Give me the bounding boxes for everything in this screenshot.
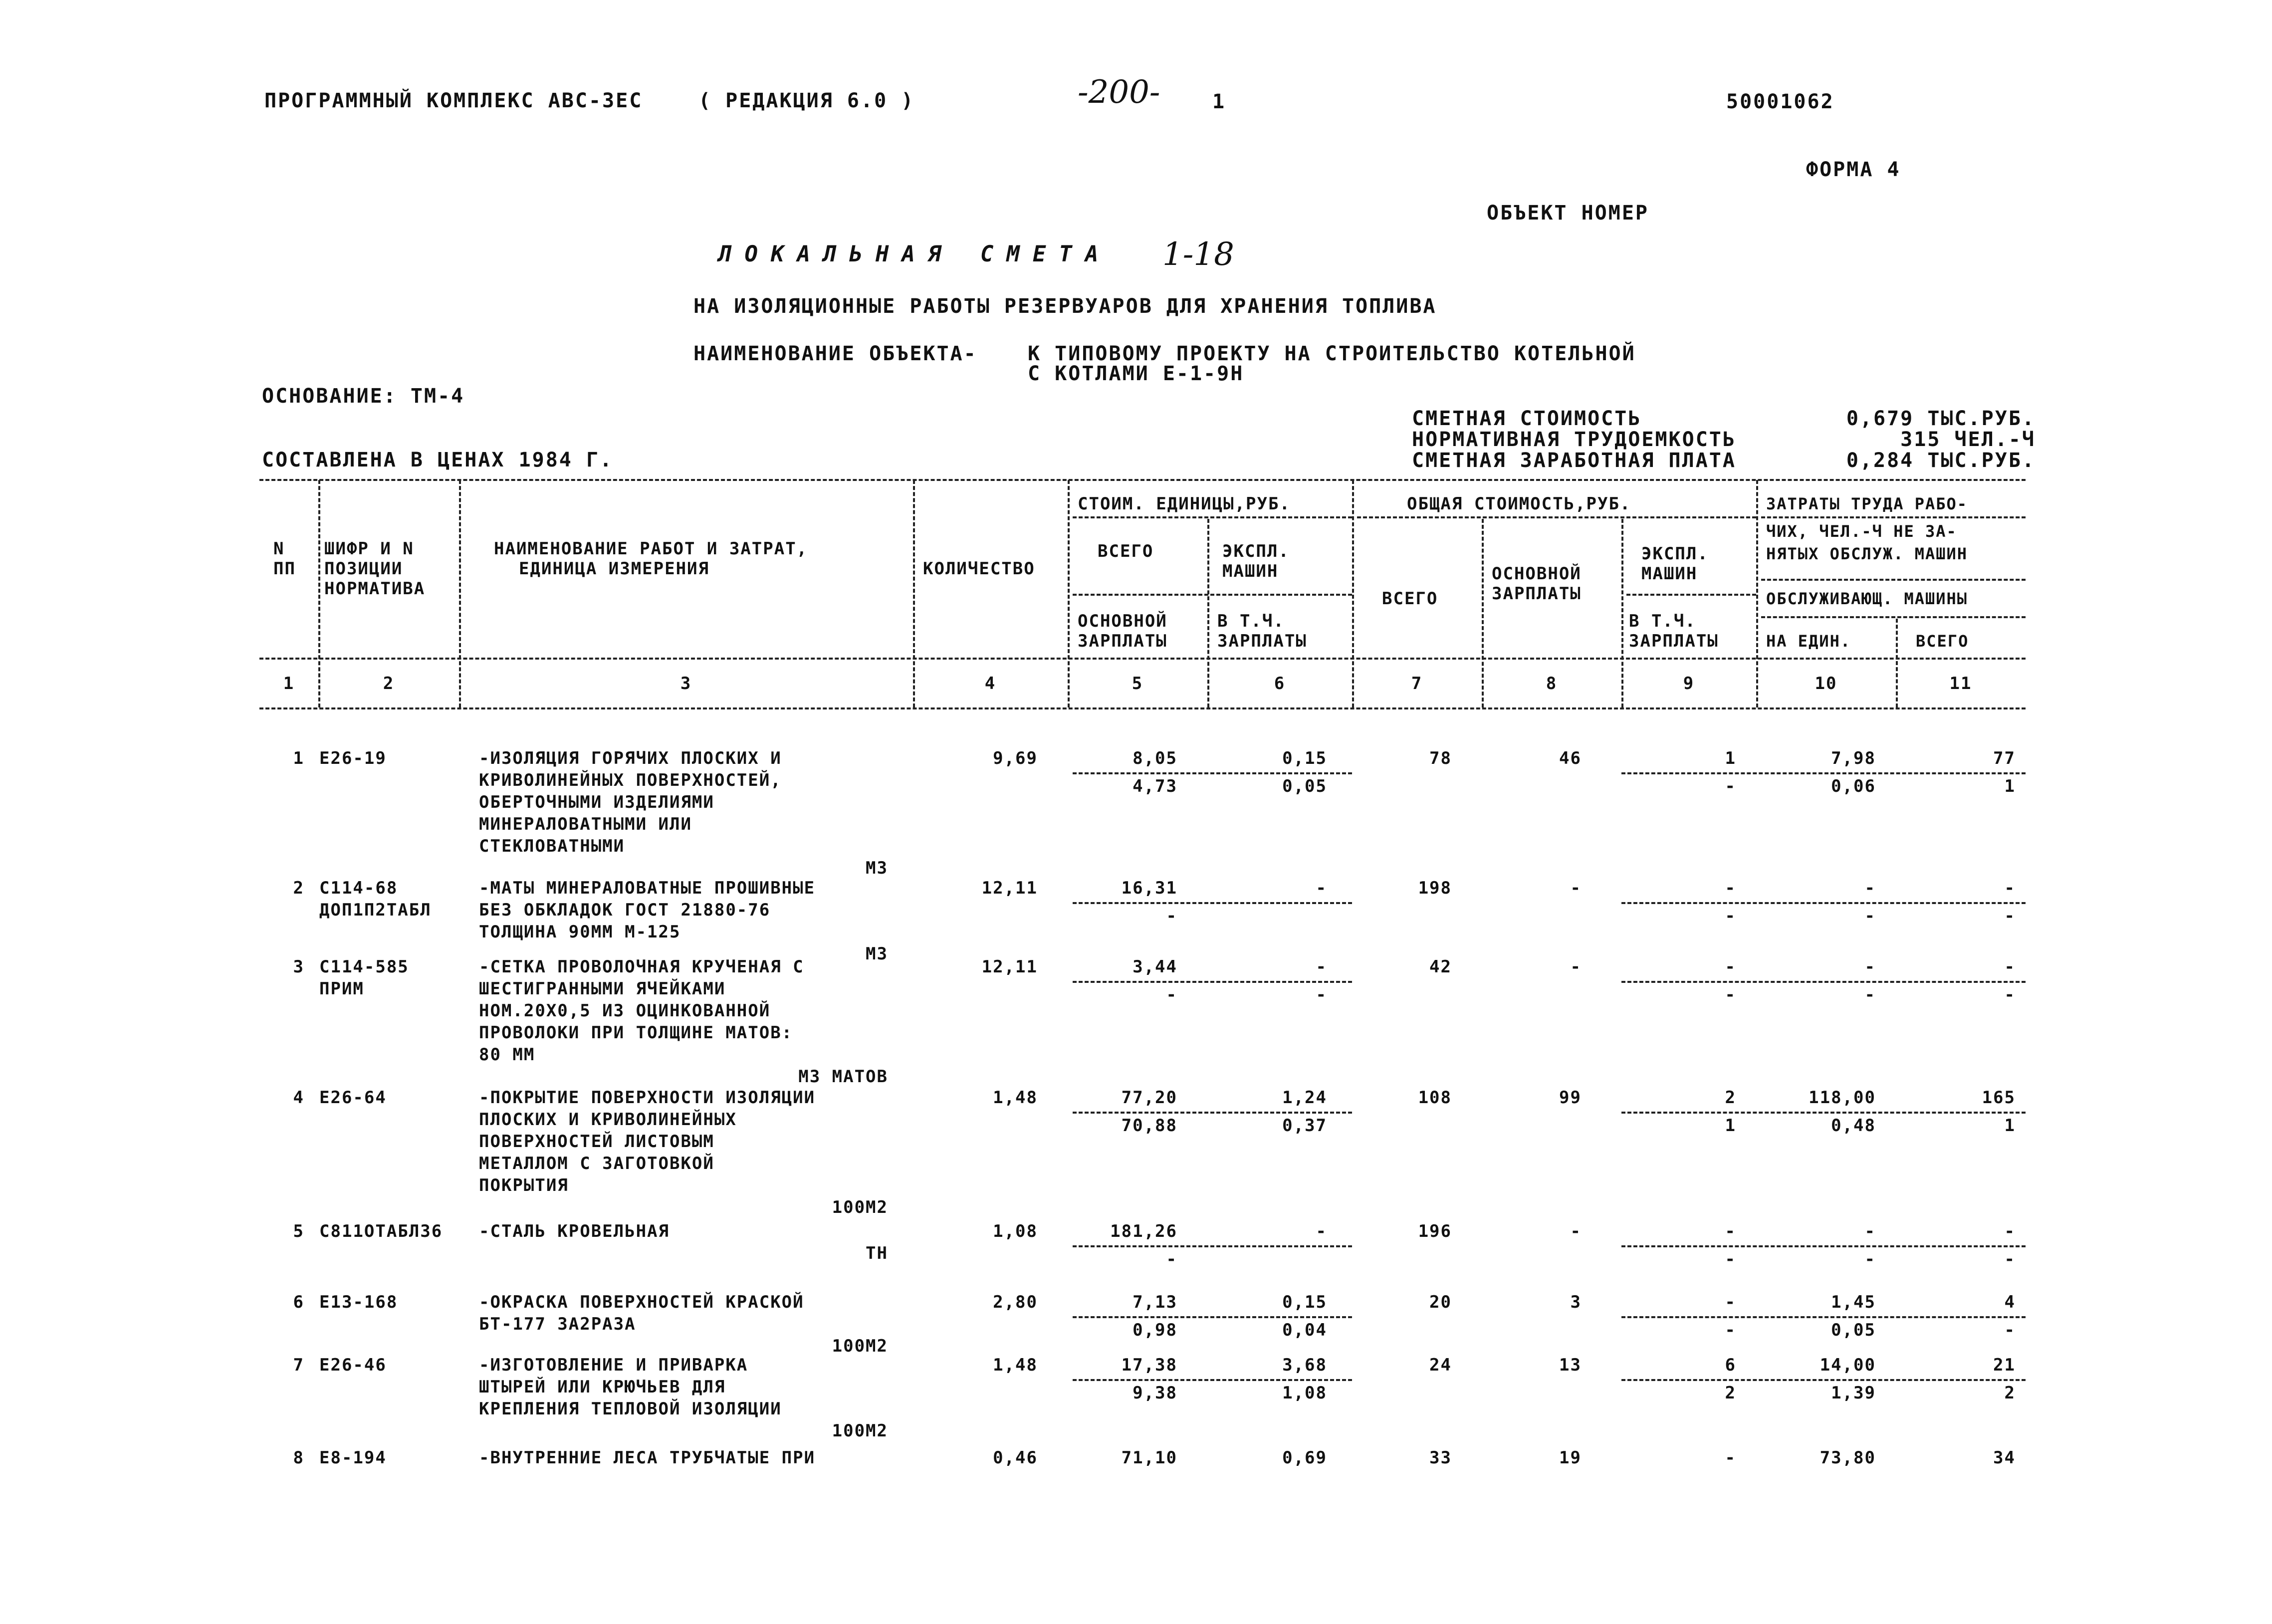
cell-c9: 1	[1725, 748, 1736, 768]
cell-c10: 73,80	[1819, 1448, 1876, 1468]
cell-c9-wage: 1	[1725, 1116, 1736, 1136]
hdr-unit-base-wage-2: ЗАРПЛАТЫ	[1078, 631, 1167, 651]
cell-c6-wage: 0,37	[1282, 1116, 1327, 1136]
cell-c5: 8,05	[1133, 748, 1177, 768]
cell-c5: 181,26	[1110, 1221, 1177, 1241]
row-name-line: -ОКРАСКА ПОВЕРХНОСТЕЙ КРАСКОЙ	[479, 1292, 804, 1312]
cell-c6-wage: 0,04	[1282, 1320, 1327, 1340]
row-name-line: НОМ.20Х0,5 ИЗ ОЦИНКОВАННОЙ	[479, 1001, 771, 1021]
cell-c10: 118,00	[1809, 1088, 1876, 1108]
summary-value-wage: 0,284 ТЫС.РУБ.	[1846, 449, 2036, 472]
row-code: С811ОТАБЛ36	[319, 1221, 443, 1241]
form-number: ФОРМА 4	[1806, 158, 1901, 181]
unit-cost-mid-rule	[1073, 594, 1352, 596]
col-divider-10	[1896, 619, 1898, 707]
labor-separator	[1621, 1245, 2026, 1247]
row-name-line: ШТЫРЕЙ ИЛИ КРЮЧЬЕВ ДЛЯ	[479, 1377, 726, 1397]
cell-c9: -	[1725, 1221, 1736, 1241]
cell-c8: 99	[1559, 1088, 1582, 1108]
hdr-unit-incl-wage-1: В Т.Ч.	[1217, 611, 1285, 631]
object-label: НАИМЕНОВАНИЕ ОБЪЕКТА-	[693, 342, 977, 365]
row-name-line: 80 ММ	[479, 1045, 535, 1065]
cell-c7: 78	[1429, 748, 1452, 768]
col-num-7: 7	[1411, 674, 1423, 694]
document-code: 50001062	[1726, 90, 1834, 113]
price-level: СОСТАВЛЕНА В ЦЕНАХ 1984 Г.	[262, 449, 614, 471]
cell-c11: -	[2004, 1221, 2016, 1241]
hdr-unit-total: ВСЕГО	[1098, 541, 1154, 561]
unit-cost-separator	[1073, 1245, 1352, 1247]
cell-c7: 42	[1429, 957, 1452, 977]
row-code: С114-585	[319, 957, 409, 977]
hdr-labor-unit: НА ЕДИН.	[1766, 632, 1851, 651]
row-name-line: КРИВОЛИНЕЙНЫХ ПОВЕРХНОСТЕЙ,	[479, 770, 782, 790]
unit-cost-separator	[1073, 772, 1352, 774]
hdr-unit-incl-wage-2: ЗАРПЛАТЫ	[1217, 631, 1307, 651]
cell-c9-wage: 2	[1725, 1383, 1736, 1403]
summary-label-labor: НОРМАТИВНАЯ ТРУДОЕМКОСТЬ	[1412, 428, 1736, 451]
cell-c9-wage: -	[1725, 906, 1736, 926]
object-line-1: К ТИПОВОМУ ПРОЕКТУ НА СТРОИТЕЛЬСТВО КОТЕЛЬНОЙ	[1028, 342, 1636, 365]
summary-label-wage: СМЕТНАЯ ЗАРАБОТНАЯ ПЛАТА	[1412, 449, 1736, 472]
hdr-total-mach-2: МАШИН	[1641, 564, 1698, 584]
unit-cost-rule	[1073, 516, 1352, 518]
cell-c6: 1,24	[1282, 1088, 1327, 1108]
col-num-1: 1	[283, 674, 295, 694]
estimate-subject: НА ИЗОЛЯЦИОННЫЕ РАБОТЫ РЕЗЕРВУАРОВ ДЛЯ ХРАНЕНИЯ ТОПЛИВА	[693, 295, 1437, 318]
cell-c11: 165	[1982, 1088, 2016, 1108]
hdr-total-cost: ОБЩАЯ СТОИМОСТЬ,РУБ.	[1407, 494, 1631, 514]
hdr-name-2: ЕДИНИЦА ИЗМЕРЕНИЯ	[519, 559, 709, 579]
cell-c8: 13	[1559, 1355, 1582, 1375]
unit-cost-separator	[1073, 981, 1352, 983]
hdr-unit-cost: СТОИМ. ЕДИНИЦЫ,РУБ.	[1078, 494, 1291, 514]
cell-c8: 19	[1559, 1448, 1582, 1468]
col-num-11: 11	[1949, 674, 1972, 694]
cell-c10: 14,00	[1819, 1355, 1876, 1375]
cell-c5: 3,44	[1133, 957, 1177, 977]
hdr-pp: ПП	[273, 559, 296, 579]
row-name-line: ШЕСТИГРАННЫМИ ЯЧЕЙКАМИ	[479, 979, 726, 999]
cell-c6: -	[1316, 878, 1327, 898]
hdr-labor-service: ОБСЛУЖИВАЮЩ. МАШИНЫ	[1766, 589, 1968, 608]
cell-qty: 12,11	[981, 957, 1038, 977]
row-number: 7	[293, 1355, 304, 1375]
cell-c5: 71,10	[1121, 1448, 1177, 1468]
row-name-line: БЕЗ ОБКЛАДОК ГОСТ 21880-76	[479, 900, 771, 920]
cell-c10: -	[1864, 1221, 1876, 1241]
cell-c10-wage: -	[1864, 1249, 1876, 1269]
cell-qty: 2,80	[993, 1292, 1038, 1312]
estimate-number-handwritten: 1-18	[1162, 236, 1234, 273]
cell-c5: 77,20	[1121, 1088, 1177, 1108]
cell-c10: 7,98	[1831, 748, 1876, 768]
cell-c9-wage: -	[1725, 985, 1736, 1005]
row-unit: М3	[866, 944, 888, 964]
cell-c11: -	[2004, 878, 2016, 898]
row-name-line: СТЕКЛОВАТНЫМИ	[479, 836, 625, 856]
page-number: 1	[1212, 90, 1226, 113]
cell-c5-wage: -	[1166, 906, 1177, 926]
labor-separator	[1621, 981, 2026, 983]
cell-c5-wage: -	[1166, 1249, 1177, 1269]
labor-mid-rule-1	[1761, 579, 2026, 581]
cell-c5-wage: 9,38	[1133, 1383, 1177, 1403]
row-name-line: ПОКРЫТИЯ	[479, 1175, 569, 1195]
row-name-line: МЕТАЛЛОМ С ЗАГОТОВКОЙ	[479, 1154, 714, 1173]
edition: ( РЕДАКЦИЯ 6.0 )	[698, 89, 915, 112]
row-name-line: ПЛОСКИХ И КРИВОЛИНЕЙНЫХ	[479, 1110, 737, 1130]
row-unit: 100М2	[832, 1197, 888, 1217]
cell-c11: 21	[1993, 1355, 2016, 1375]
cell-qty: 12,11	[981, 878, 1038, 898]
cell-qty: 1,48	[993, 1088, 1038, 1108]
row-unit: М3	[866, 858, 888, 878]
cell-c5-wage: -	[1166, 985, 1177, 1005]
cell-c9: -	[1725, 1448, 1736, 1468]
labor-separator	[1621, 1379, 2026, 1381]
labor-separator	[1621, 1316, 2026, 1318]
row-name-line: ПРОВОЛОКИ ПРИ ТОЛЩИНЕ МАТОВ:	[479, 1023, 793, 1043]
row-number: 6	[293, 1292, 304, 1312]
cell-c6: 3,68	[1282, 1355, 1327, 1375]
row-name-line: ОБЕРТОЧНЫМИ ИЗДЕЛИЯМИ	[479, 792, 714, 812]
hdr-total-incl-1: В Т.Ч.	[1629, 611, 1696, 631]
cell-c10-wage: 0,48	[1831, 1116, 1876, 1136]
cell-c10: -	[1864, 957, 1876, 977]
cell-c7: 196	[1418, 1221, 1452, 1241]
row-name-line: -ПОКРЫТИЕ ПОВЕРХНОСТИ ИЗОЛЯЦИИ	[479, 1088, 816, 1108]
cell-c6: -	[1316, 1221, 1327, 1241]
hdr-total-base-1: ОСНОВНОЙ	[1492, 564, 1582, 584]
mach-mid-rule	[1626, 594, 1756, 596]
row-name-line: -ИЗОЛЯЦИЯ ГОРЯЧИХ ПЛОСКИХ И	[479, 748, 782, 768]
hdr-unit-mach-2: МАШИН	[1222, 561, 1279, 581]
cell-c11-wage: 2	[2004, 1383, 2016, 1403]
handwritten-page-number: -200-	[1078, 74, 1160, 111]
cell-c5-wage: 70,88	[1121, 1116, 1177, 1136]
row-number: 3	[293, 957, 304, 977]
cell-c6: 0,15	[1282, 1292, 1327, 1312]
total-cost-rule	[1357, 516, 1756, 518]
object-number-label: ОБЪЕКТ НОМЕР	[1487, 202, 1649, 225]
cell-c11: 4	[2004, 1292, 2016, 1312]
cell-c7: 108	[1418, 1088, 1452, 1108]
labor-rule	[1761, 516, 2026, 518]
row-code: ПРИМ	[319, 979, 364, 999]
estimate-title: ЛОКАЛЬНАЯ СМЕТА	[718, 241, 1112, 267]
cell-c11-wage: -	[2004, 1249, 2016, 1269]
labor-separator	[1621, 772, 2026, 774]
header-bottom-rule	[259, 658, 2026, 660]
cell-c7: 33	[1429, 1448, 1452, 1468]
col-num-9: 9	[1683, 674, 1695, 694]
cell-c6-wage: 1,08	[1282, 1383, 1327, 1403]
cell-c6: -	[1316, 957, 1327, 977]
cell-c10-wage: 1,39	[1831, 1383, 1876, 1403]
hdr-qty: КОЛИЧЕСТВО	[923, 559, 1035, 579]
row-code: Е26-19	[319, 748, 387, 768]
hdr-code-2: ПОЗИЦИИ	[324, 559, 403, 579]
hdr-unit-base-wage-1: ОСНОВНОЙ	[1078, 611, 1167, 631]
labor-separator	[1621, 1112, 2026, 1114]
object-line-2: С КОТЛАМИ Е-1-9Н	[1028, 362, 1244, 385]
cell-c9: -	[1725, 1292, 1736, 1312]
labor-mid-rule-2	[1761, 616, 2026, 618]
cell-c11: 34	[1993, 1448, 2016, 1468]
row-name-line: МИНЕРАЛОВАТНЫМИ ИЛИ	[479, 814, 692, 834]
cell-c10-wage: -	[1864, 906, 1876, 926]
row-unit: М3 МАТОВ	[798, 1067, 888, 1087]
row-name-line: -ИЗГОТОВЛЕНИЕ И ПРИВАРКА	[479, 1355, 748, 1375]
hdr-total-incl-2: ЗАРПЛАТЫ	[1629, 631, 1719, 651]
col-num-10: 10	[1815, 674, 1837, 694]
col-num-5: 5	[1132, 674, 1143, 694]
row-number: 8	[293, 1448, 304, 1468]
row-unit: ТН	[866, 1243, 888, 1263]
row-code: Е26-46	[319, 1355, 387, 1375]
row-number: 1	[293, 748, 304, 768]
cell-c9-wage: -	[1725, 1249, 1736, 1269]
col-num-3: 3	[680, 674, 692, 694]
header-top-rule	[259, 479, 2026, 481]
col-num-4: 4	[984, 674, 996, 694]
cell-c11-wage: -	[2004, 906, 2016, 926]
hdr-code-1: ШИФР И N	[324, 539, 414, 559]
cell-c8: -	[1570, 1221, 1582, 1241]
row-name-line: БТ-177 ЗА2РАЗА	[479, 1314, 636, 1334]
row-name-line: -СТАЛЬ КРОВЕЛЬНАЯ	[479, 1221, 670, 1241]
hdr-n: N	[273, 539, 285, 559]
col-num-8: 8	[1546, 674, 1558, 694]
unit-cost-separator	[1073, 1112, 1352, 1114]
cell-c8: 46	[1559, 748, 1582, 768]
hdr-labor-3: НЯТЫХ ОБСЛУЖ. МАШИН	[1766, 544, 1968, 563]
row-name-line: ТОЛЩИНА 90ММ М-125	[479, 922, 681, 942]
cell-c9: -	[1725, 957, 1736, 977]
row-code: Е8-194	[319, 1448, 387, 1468]
cell-c10: -	[1864, 878, 1876, 898]
cell-c9-wage: -	[1725, 1320, 1736, 1340]
hdr-code-3: НОРМАТИВА	[324, 579, 426, 599]
cell-c9-wage: -	[1725, 776, 1736, 796]
numbers-bottom-rule	[259, 707, 2026, 709]
cell-c9: 6	[1725, 1355, 1736, 1375]
row-number: 4	[293, 1088, 304, 1108]
cell-c11-wage: 1	[2004, 776, 2016, 796]
summary-value-cost: 0,679 ТЫС.РУБ.	[1846, 407, 2036, 430]
cell-qty: 9,69	[993, 748, 1038, 768]
hdr-labor-2: ЧИХ, ЧЕЛ.-Ч НЕ ЗА-	[1766, 522, 1957, 541]
row-name-line: -ВНУТРЕННИЕ ЛЕСА ТРУБЧАТЫЕ ПРИ	[479, 1448, 816, 1468]
row-number: 5	[293, 1221, 304, 1241]
cell-c7: 198	[1418, 878, 1452, 898]
row-name-line: КРЕПЛЕНИЯ ТЕПЛОВОЙ ИЗОЛЯЦИИ	[479, 1399, 782, 1419]
cell-c10-wage: 0,06	[1831, 776, 1876, 796]
program-name: ПРОГРАММНЫЙ КОМПЛЕКС АВС-ЗЕС	[264, 89, 643, 112]
cell-qty: 0,46	[993, 1448, 1038, 1468]
basis: ОСНОВАНИЕ: ТМ-4	[262, 385, 465, 408]
unit-cost-separator	[1073, 1379, 1352, 1381]
cell-c5: 17,38	[1121, 1355, 1177, 1375]
cell-c6-wage: 0,05	[1282, 776, 1327, 796]
row-code: Е13-168	[319, 1292, 398, 1312]
cell-c8: 3	[1570, 1292, 1582, 1312]
cell-c6: 0,69	[1282, 1448, 1327, 1468]
cell-c6: 0,15	[1282, 748, 1327, 768]
cell-c8: -	[1570, 957, 1582, 977]
hdr-labor-total: ВСЕГО	[1916, 632, 1969, 651]
row-unit: 100М2	[832, 1336, 888, 1356]
cell-qty: 1,48	[993, 1355, 1038, 1375]
cell-c10-wage: -	[1864, 985, 1876, 1005]
row-number: 2	[293, 878, 304, 898]
cell-c9: 2	[1725, 1088, 1736, 1108]
cell-qty: 1,08	[993, 1221, 1038, 1241]
hdr-name-1: НАИМЕНОВАНИЕ РАБОТ И ЗАТРАТ,	[494, 539, 808, 559]
cell-c11-wage: -	[2004, 985, 2016, 1005]
cell-c7: 20	[1429, 1292, 1452, 1312]
cell-c7: 24	[1429, 1355, 1452, 1375]
hdr-total-base-2: ЗАРПЛАТЫ	[1492, 584, 1582, 604]
cell-c5: 7,13	[1133, 1292, 1177, 1312]
hdr-unit-mach-1: ЭКСПЛ.	[1222, 541, 1290, 561]
row-code: Е26-64	[319, 1088, 387, 1108]
cell-c9: -	[1725, 878, 1736, 898]
hdr-labor-1: ЗАТРАТЫ ТРУДА РАБО-	[1766, 494, 1968, 513]
cell-c11-wage: 1	[2004, 1116, 2016, 1136]
row-name-line: -СЕТКА ПРОВОЛОЧНАЯ КРУЧЕНАЯ С	[479, 957, 804, 977]
row-code: ДОП1П2ТАБЛ	[319, 900, 432, 920]
hdr-total-all: ВСЕГО	[1382, 589, 1438, 609]
unit-cost-separator	[1073, 1316, 1352, 1318]
hdr-total-mach-1: ЭКСПЛ.	[1641, 544, 1709, 564]
cell-c8: -	[1570, 878, 1582, 898]
cell-c11-wage: -	[2004, 1320, 2016, 1340]
row-name-line: ПОВЕРХНОСТЕЙ ЛИСТОВЫМ	[479, 1132, 714, 1152]
unit-cost-separator	[1073, 902, 1352, 904]
row-code: С114-68	[319, 878, 398, 898]
summary-label-cost: СМЕТНАЯ СТОИМОСТЬ	[1412, 407, 1642, 430]
cell-c6-wage: -	[1316, 985, 1327, 1005]
cell-c10: 1,45	[1831, 1292, 1876, 1312]
col-num-2: 2	[383, 674, 395, 694]
row-name-line: -МАТЫ МИНЕРАЛОВАТНЫЕ ПРОШИВНЫЕ	[479, 878, 816, 898]
labor-separator	[1621, 902, 2026, 904]
summary-value-labor: 315 ЧЕЛ.-Ч	[1900, 428, 2036, 451]
cell-c11: 77	[1993, 748, 2016, 768]
col-num-6: 6	[1274, 674, 1286, 694]
row-unit: 100М2	[832, 1421, 888, 1441]
cell-c5-wage: 4,73	[1133, 776, 1177, 796]
cell-c10-wage: 0,05	[1831, 1320, 1876, 1340]
cell-c11: -	[2004, 957, 2016, 977]
cell-c5: 16,31	[1121, 878, 1177, 898]
cell-c5-wage: 0,98	[1133, 1320, 1177, 1340]
